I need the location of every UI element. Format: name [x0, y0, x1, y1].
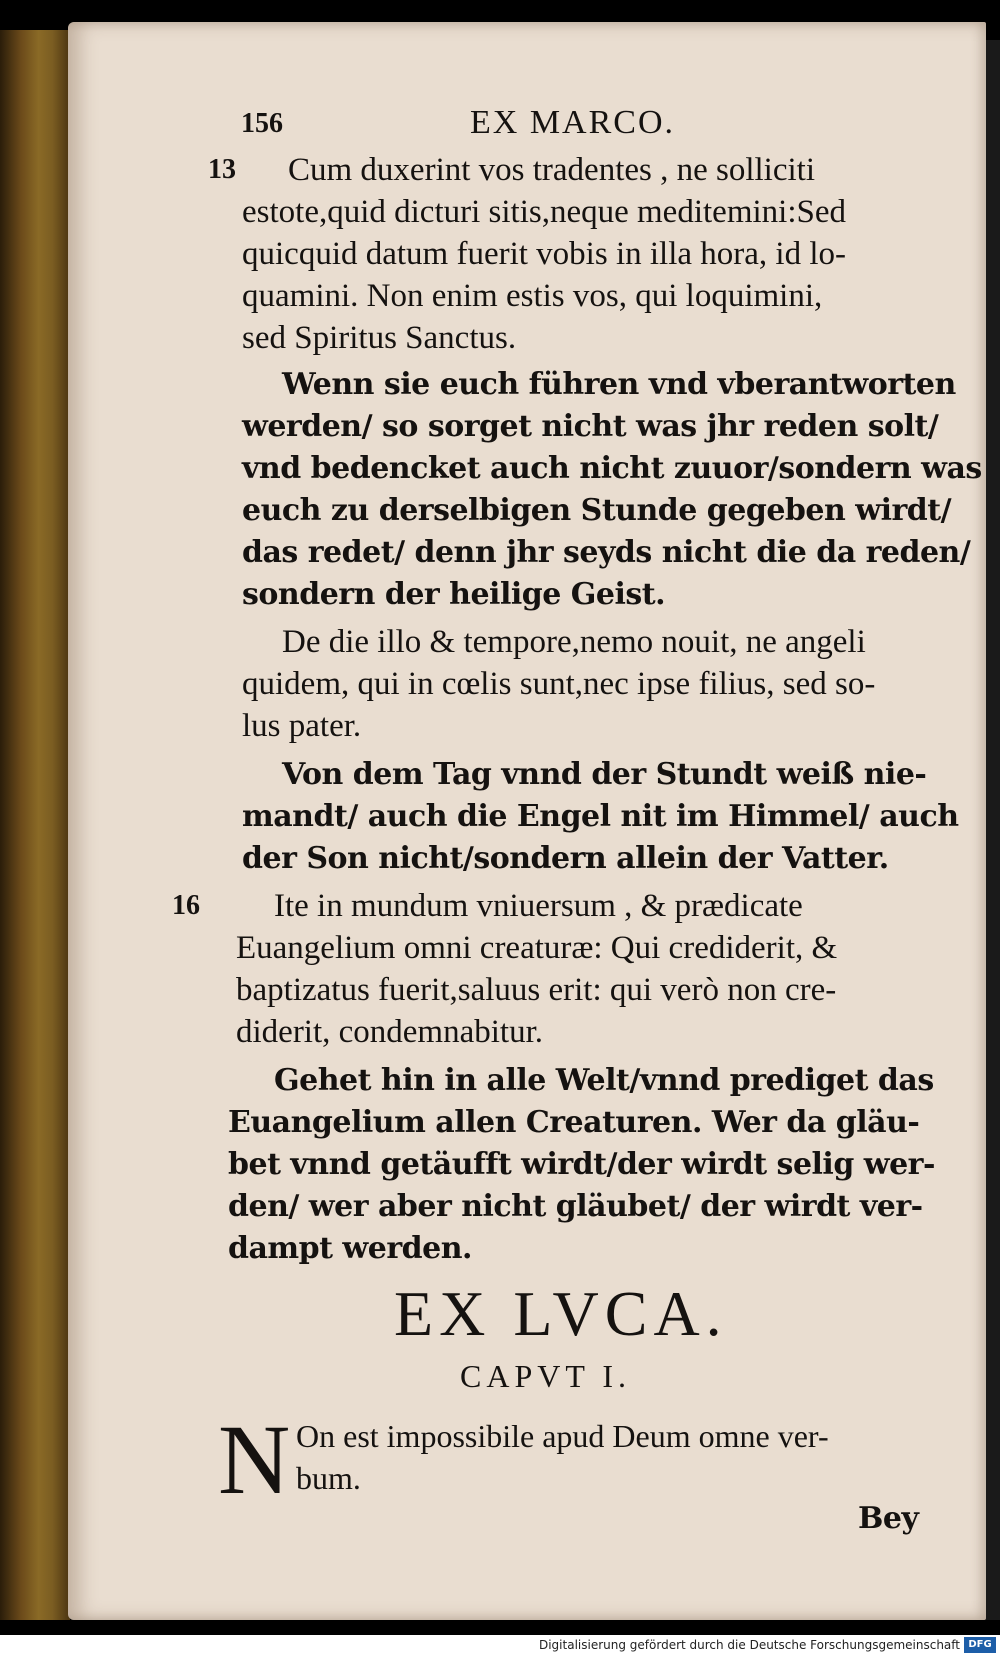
verse-number-16: 16 [172, 890, 200, 921]
german-line: euch zu derselbigen Stunde gegeben wirdt/ [242, 493, 952, 528]
latin-line: Ite in mundum vniuersum , & prædicate [274, 888, 803, 924]
catchword: Bey [858, 1501, 919, 1536]
latin-line: quicquid datum fuerit vobis in illa hora, id lo- [242, 236, 846, 272]
latin-line: On est impossibile apud Deum omne ver- [296, 1418, 829, 1454]
german-line: den/ wer aber nicht gläubet/ der wirdt ver- [228, 1189, 923, 1224]
german-line: sondern der heilige Geist. [242, 577, 666, 612]
drop-capital: N [218, 1404, 291, 1515]
german-line: Wenn sie euch führen vnd vberantworten [282, 367, 956, 402]
latin-line: quamini. Non enim estis vos, qui loquimini, [242, 278, 823, 314]
latin-line: Cum duxerint vos tradentes , ne solliciti [288, 152, 816, 188]
german-line: bet vnnd getäufft wirdt/der wirdt selig wer- [228, 1147, 935, 1182]
digitization-footer [0, 1635, 1000, 1656]
latin-line: sed Spiritus Sanctus. [242, 320, 517, 356]
dfg-logo: DFG [964, 1637, 996, 1653]
german-line: das redet/ denn jhr seyds nicht die da reden/ [242, 535, 971, 570]
latin-line: Euangelium omni creaturæ: Qui crediderit, & [236, 930, 838, 966]
latin-line: lus pater. [242, 708, 362, 744]
german-line: Von dem Tag vnnd der Stundt weiß nie- [282, 757, 927, 792]
latin-line: diderit, condemnabitur. [236, 1014, 544, 1050]
section-title: EX LVCA. [394, 1278, 728, 1349]
german-line: vnd bedencket auch nicht zuuor/sondern was [242, 451, 982, 486]
page-number: 156 [241, 108, 283, 139]
german-line: der Son nicht/sondern allein der Vatter. [242, 841, 889, 876]
chapter-heading: CAPVT I. [460, 1358, 631, 1394]
running-title: EX MARCO. [470, 104, 676, 141]
latin-line: bum. [296, 1460, 361, 1496]
german-line: Euangelium allen Creaturen. Wer da gläu- [228, 1105, 920, 1140]
german-line: werden/ so sorget nicht was jhr reden solt/ [242, 409, 939, 444]
book-edge [0, 30, 70, 1620]
latin-line: estote,quid dicturi sitis,neque meditemini:Sed [242, 194, 846, 230]
german-line: dampt werden. [228, 1231, 472, 1266]
book-page [68, 22, 986, 1620]
latin-line: quidem, qui in cœlis sunt,nec ipse filius, sed so- [242, 666, 876, 702]
german-line: mandt/ auch die Engel nit im Himmel/ auch [242, 799, 959, 834]
german-line: Gehet hin in alle Welt/vnnd prediget das [274, 1063, 934, 1098]
latin-line: De die illo & tempore,nemo nouit, ne angeli [282, 624, 866, 660]
latin-line: baptizatus fuerit,saluus erit: qui verò non cre- [236, 972, 837, 1008]
footer-credit: Digitalisierung gefördert durch die Deutsche Forschungsgemeinschaft [538, 1638, 960, 1652]
verse-number-13: 13 [208, 154, 236, 185]
